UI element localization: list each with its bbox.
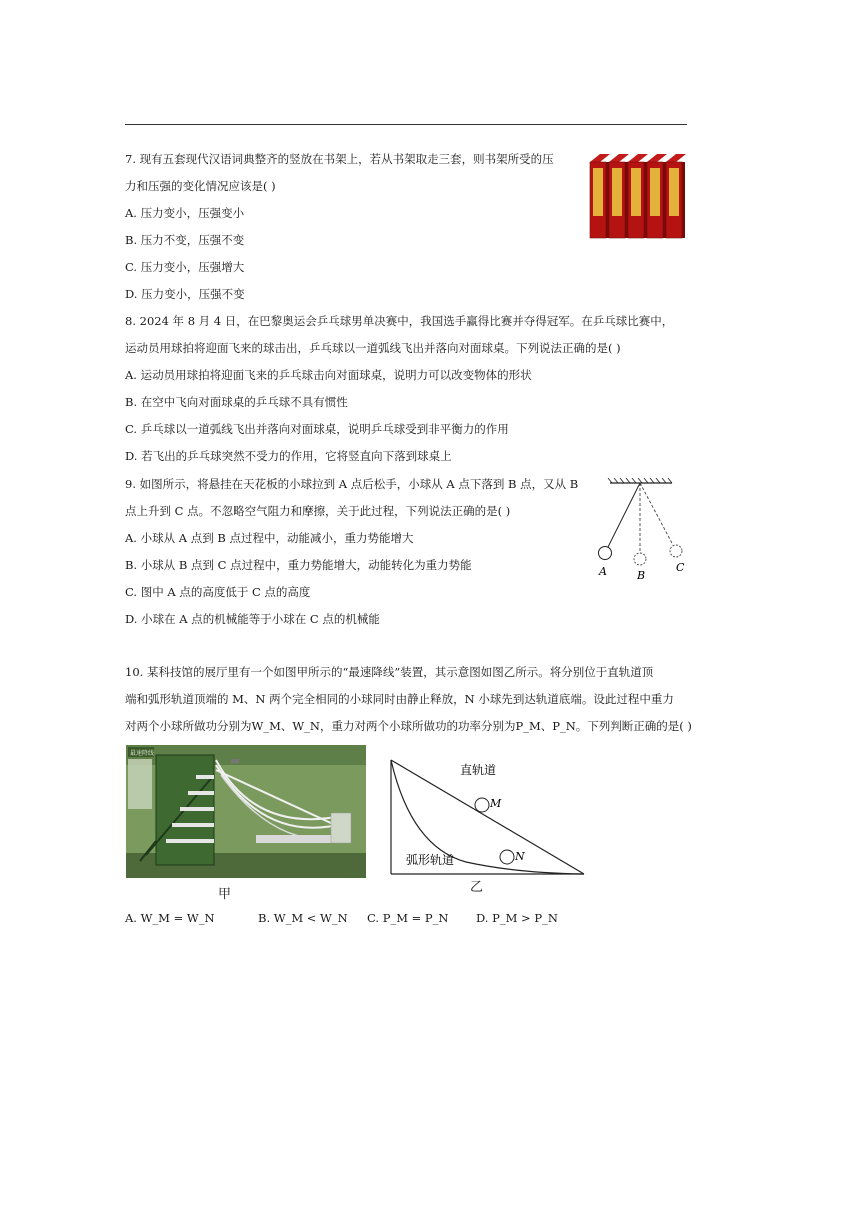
- dictionary-book: [628, 154, 648, 238]
- q8-option-c: C. 乒乓球以一道弧线飞出并落向对面球桌，说明乒乓球受到非平衡力的作用: [125, 422, 509, 436]
- caption-right: 乙: [470, 880, 484, 895]
- label-a: A: [599, 565, 607, 578]
- straight-track-label: 直轨道: [460, 763, 497, 777]
- ball-c: [670, 545, 682, 557]
- q10-option-c: C. P_M = P_N: [367, 911, 449, 925]
- label-c: C: [676, 561, 685, 574]
- q7-stem-line2: 力和压强的变化情况应该是( ): [125, 179, 276, 193]
- ball-n: [500, 850, 514, 864]
- q8-option-a: A. 运动员用球拍将迎面飞来的乒乓球击向对面球桌，说明力可以改变物体的形状: [125, 368, 532, 382]
- q7-stem-line1: 7. 现有五套现代汉语词典整齐的竖放在书架上，若从书架取走三套，则书架所受的压: [125, 152, 554, 166]
- photo-sign: 最速降线: [130, 750, 155, 757]
- q7-option-a: A. 压力变小，压强变小: [125, 206, 245, 220]
- caption-left: 甲: [218, 887, 232, 902]
- q9-option-c: C. 图中 A 点的高度低于 C 点的高度: [125, 585, 311, 599]
- q10-option-a: A. W_M = W_N: [125, 911, 215, 925]
- dictionary-book: [609, 154, 629, 238]
- q9-stem-line2: 点上升到 C 点。不忽略空气阻力和摩擦，关于此过程，下列说法正确的是( ): [125, 504, 511, 518]
- q8-option-d: D. 若飞出的乒乓球突然不受力的作用，它将竖直向下落到球桌上: [125, 449, 452, 463]
- dictionary-book: [590, 154, 610, 238]
- q8-option-b: B. 在空中飞向对面球桌的乒乓球不具有惯性: [125, 395, 348, 409]
- ball-m-label: M: [490, 797, 502, 810]
- q9-option-a: A. 小球从 A 点到 B 点过程中，动能减小，重力势能增大: [125, 531, 414, 545]
- header-rule: [125, 124, 687, 125]
- q10-option-d: D. P_M > P_N: [476, 911, 558, 925]
- q9-option-d: D. 小球在 A 点的机械能等于小球在 C 点的机械能: [125, 612, 380, 626]
- ball-n-label: N: [515, 850, 525, 863]
- q10-stem-line3: 对两个小球所做功分别为W_M、W_N，重力对两个小球所做功的功率分别为P_M、P_N。下列判断正确的是( ): [125, 719, 692, 733]
- dictionary-book: [647, 154, 667, 238]
- dictionaries-figure: [588, 150, 688, 240]
- q7-option-d: D. 压力变小，压强不变: [125, 287, 245, 301]
- track-diagram: [386, 752, 591, 892]
- q10-option-b: B. W_M < W_N: [258, 911, 348, 925]
- q7-option-c: C. 压力变小，压强增大: [125, 260, 245, 274]
- ball-a: [599, 547, 612, 560]
- ball-m: [475, 798, 489, 812]
- q9-stem-line1: 9. 如图所示，将悬挂在天花板的小球拉到 A 点后松手，小球从 A 点下落到 B 点，又从 B: [125, 477, 579, 491]
- pendulum-figure: [592, 475, 692, 585]
- q10-stem-line1: 10. 某科技馆的展厅里有一个如图甲所示的“最速降线”装置，其示意图如图乙所示。将分别位于直轨道顶: [125, 665, 654, 679]
- q8-stem-line2: 运动员用球拍将迎面飞来的球击出，乒乓球以一道弧线飞出并落向对面球桌。下列说法正确的是( ): [125, 341, 621, 355]
- arc-track-label: 弧形轨道: [406, 853, 455, 867]
- dictionary-book: [666, 154, 686, 238]
- q7-option-b: B. 压力不变，压强不变: [125, 233, 245, 247]
- q8-stem-line1: 8. 2024 年 8 月 4 日，在巴黎奥运会乒乓球男单决赛中，我国选手赢得比赛并夺得冠军。在乒乓球比赛中，: [125, 314, 674, 328]
- device-photo: [126, 745, 366, 878]
- ball-b: [634, 553, 646, 565]
- label-b: B: [637, 569, 646, 582]
- q9-option-b: B. 小球从 B 点到 C 点过程中，重力势能增大，动能转化为重力势能: [125, 558, 472, 572]
- q10-stem-line2: 端和弧形轨道顶端的 M、N 两个完全相同的小球同时由静止释放，N 小球先到达轨道底端。设此过程中重力: [125, 692, 674, 706]
